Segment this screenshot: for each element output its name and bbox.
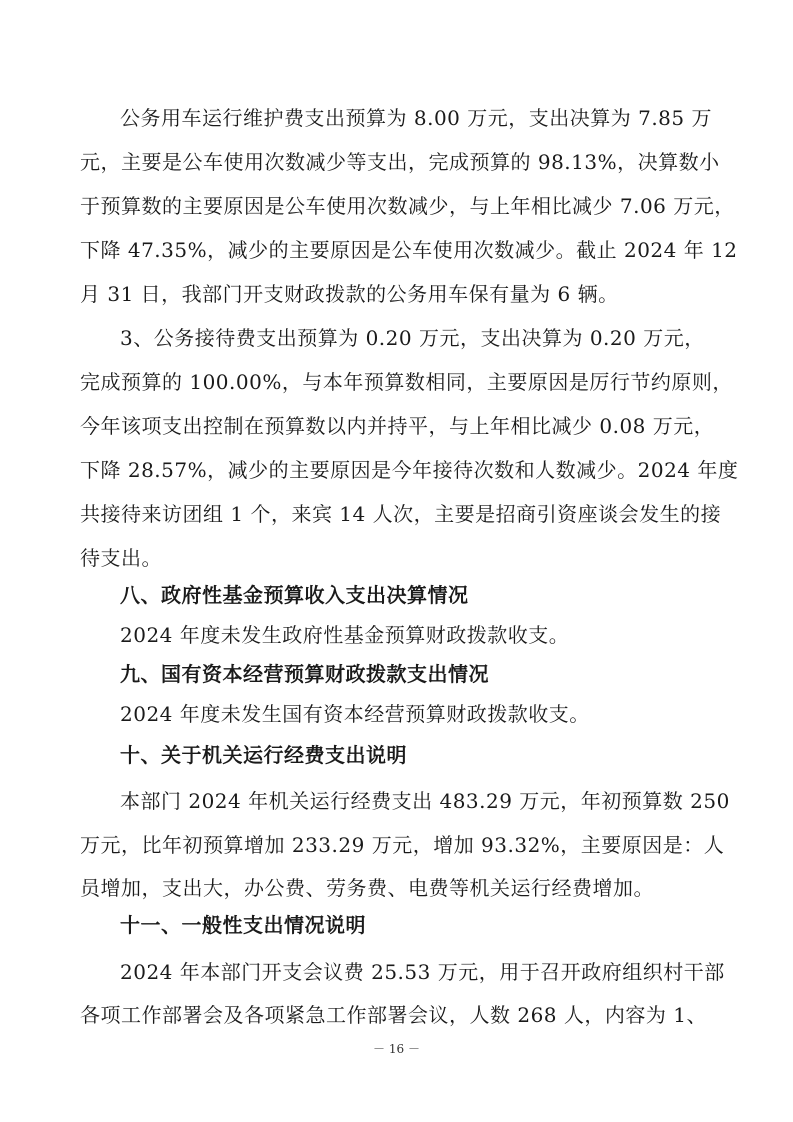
paragraph-line: 于预算数的主要原因是公车使用次数减少，与上年相比减少 7.06 万元，	[80, 194, 735, 218]
paragraph-line: 各项工作部署会及各项紧急工作部署会议，人数 268 人，内容为 1、	[80, 1003, 707, 1027]
paragraph-line: 本部门 2024 年机关运行经费支出 483.29 万元，年初预算数 250	[120, 789, 730, 813]
paragraph-line: 待支出。	[80, 546, 162, 570]
paragraph-line: 元，主要是公车使用次数减少等支出，完成预算的 98.13%，决算数小	[80, 150, 720, 174]
paragraph-line: 完成预算的 100.00%，与本年预算数相同，主要原因是厉行节约原则，	[80, 370, 733, 394]
paragraph-line: 员增加，支出大，办公费、劳务费、电费等机关运行经费增加。	[80, 876, 654, 900]
section-heading: 九、国有资本经营预算财政拨款支出情况	[120, 662, 489, 686]
paragraph-line: 2024 年度未发生政府性基金预算财政拨款收支。	[120, 623, 570, 647]
paragraph-line: 下降 47.35%，减少的主要原因是公车使用次数减少。截止 2024 年 12	[80, 238, 738, 262]
paragraph-line: 下降 28.57%，减少的主要原因是今年接待次数和人数减少。2024 年度	[80, 458, 739, 482]
paragraph-line: 今年该项支出控制在预算数以内并持平，与上年相比减少 0.08 万元，	[80, 414, 715, 438]
paragraph-line: 共接待来访团组 1 个，来宾 14 人次，主要是招商引资座谈会发生的接	[80, 502, 722, 526]
section-heading: 十、关于机关运行经费支出说明	[120, 743, 407, 767]
section-heading: 八、政府性基金预算收入支出决算情况	[120, 583, 469, 607]
paragraph-line: 3、公务接待费支出预算为 0.20 万元，支出决算为 0.20 万元，	[120, 326, 705, 350]
section-heading: 十一、一般性支出情况说明	[120, 913, 366, 937]
paragraph-line: 公务用车运行维护费支出预算为 8.00 万元，支出决算为 7.85 万	[120, 106, 712, 130]
paragraph-line: 月 31 日，我部门开支财政拨款的公务用车保有量为 6 辆。	[80, 282, 619, 306]
paragraph-line: 万元，比年初预算增加 233.29 万元，增加 93.32%，主要原因是：人	[80, 833, 725, 857]
paragraph-line: 2024 年本部门开支会议费 25.53 万元，用于召开政府组织村干部	[120, 960, 725, 984]
paragraph-line: 2024 年度未发生国有资本经营预算财政拨款收支。	[120, 702, 590, 726]
page-number: － 16 －	[373, 1042, 420, 1056]
